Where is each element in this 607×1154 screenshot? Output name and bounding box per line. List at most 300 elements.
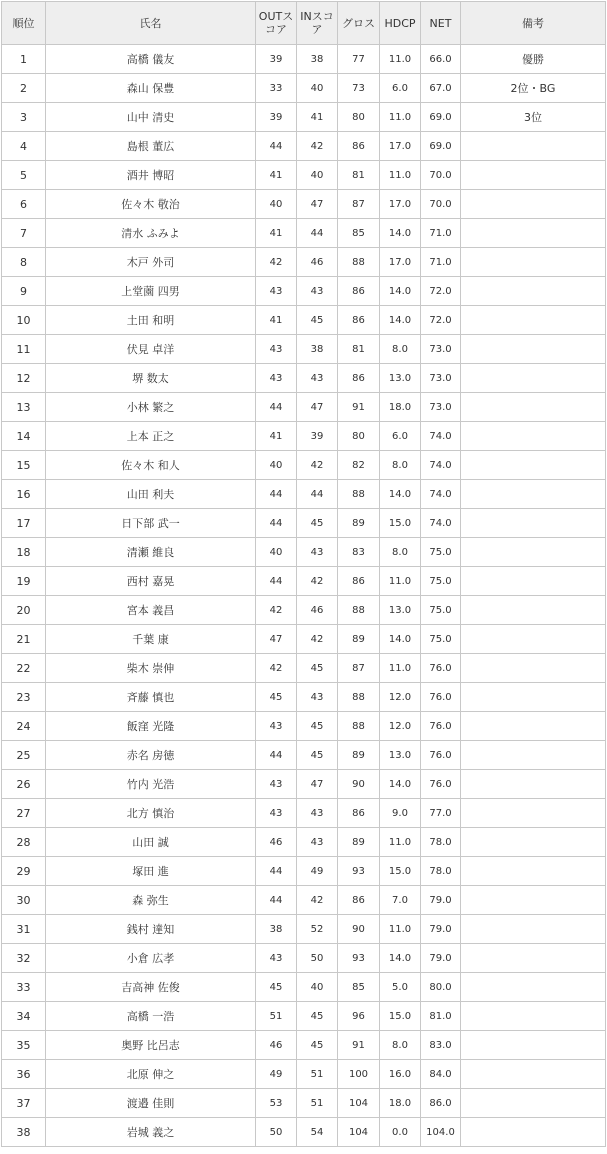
cell-rank: 30	[2, 886, 46, 915]
cell-name: 山田 誠	[46, 828, 256, 857]
cell-remarks	[461, 596, 606, 625]
cell-net: 72.0	[421, 277, 461, 306]
cell-in: 49	[297, 857, 338, 886]
cell-out: 51	[256, 1002, 297, 1031]
cell-out: 46	[256, 1031, 297, 1060]
cell-rank: 20	[2, 596, 46, 625]
cell-hdcp: 8.0	[380, 451, 421, 480]
cell-hdcp: 16.0	[380, 1060, 421, 1089]
cell-out: 39	[256, 103, 297, 132]
cell-rank: 24	[2, 712, 46, 741]
cell-out: 41	[256, 422, 297, 451]
cell-remarks: 優勝	[461, 45, 606, 74]
cell-name: 北方 慎治	[46, 799, 256, 828]
cell-name: 佐々木 敬治	[46, 190, 256, 219]
cell-in: 43	[297, 683, 338, 712]
header-out-score: OUTスコア	[256, 2, 297, 45]
cell-net: 76.0	[421, 654, 461, 683]
cell-in: 41	[297, 103, 338, 132]
cell-remarks	[461, 393, 606, 422]
table-row	[2, 828, 606, 857]
cell-rank: 8	[2, 248, 46, 277]
cell-hdcp: 8.0	[380, 335, 421, 364]
cell-name: 島根 董広	[46, 132, 256, 161]
cell-remarks	[461, 306, 606, 335]
cell-in: 45	[297, 306, 338, 335]
cell-remarks	[461, 770, 606, 799]
cell-net: 80.0	[421, 973, 461, 1002]
table-row	[2, 1118, 606, 1147]
cell-hdcp: 12.0	[380, 683, 421, 712]
cell-hdcp: 15.0	[380, 509, 421, 538]
cell-name: 清瀬 維良	[46, 538, 256, 567]
cell-in: 46	[297, 596, 338, 625]
cell-remarks	[461, 944, 606, 973]
cell-net: 69.0	[421, 132, 461, 161]
cell-in: 46	[297, 248, 338, 277]
cell-rank: 15	[2, 451, 46, 480]
table-row	[2, 509, 606, 538]
cell-name: 岩城 義之	[46, 1118, 256, 1147]
cell-rank: 9	[2, 277, 46, 306]
cell-name: 竹内 光浩	[46, 770, 256, 799]
cell-remarks	[461, 654, 606, 683]
cell-net: 75.0	[421, 567, 461, 596]
table-row	[2, 741, 606, 770]
cell-gross: 86	[338, 364, 380, 393]
table-header	[2, 2, 606, 45]
cell-remarks	[461, 480, 606, 509]
cell-gross: 86	[338, 567, 380, 596]
cell-in: 47	[297, 190, 338, 219]
cell-in: 39	[297, 422, 338, 451]
cell-out: 44	[256, 567, 297, 596]
cell-rank: 12	[2, 364, 46, 393]
cell-name: 吉高神 佐俊	[46, 973, 256, 1002]
cell-remarks	[461, 915, 606, 944]
cell-gross: 89	[338, 828, 380, 857]
cell-rank: 2	[2, 74, 46, 103]
table-row	[2, 45, 606, 74]
cell-name: 宮本 義昌	[46, 596, 256, 625]
cell-rank: 32	[2, 944, 46, 973]
cell-rank: 33	[2, 973, 46, 1002]
cell-hdcp: 11.0	[380, 654, 421, 683]
table-row	[2, 103, 606, 132]
cell-out: 43	[256, 712, 297, 741]
cell-net: 73.0	[421, 364, 461, 393]
cell-rank: 37	[2, 1089, 46, 1118]
cell-rank: 5	[2, 161, 46, 190]
cell-remarks	[461, 1002, 606, 1031]
cell-out: 42	[256, 596, 297, 625]
cell-remarks	[461, 451, 606, 480]
cell-remarks	[461, 683, 606, 712]
cell-rank: 6	[2, 190, 46, 219]
cell-in: 45	[297, 509, 338, 538]
cell-net: 79.0	[421, 886, 461, 915]
cell-name: 高橋 儀友	[46, 45, 256, 74]
cell-name: 赤名 房徳	[46, 741, 256, 770]
cell-net: 70.0	[421, 190, 461, 219]
cell-rank: 25	[2, 741, 46, 770]
cell-out: 41	[256, 161, 297, 190]
cell-hdcp: 9.0	[380, 799, 421, 828]
table-row	[2, 683, 606, 712]
cell-name: 飯窪 光隆	[46, 712, 256, 741]
cell-out: 44	[256, 509, 297, 538]
cell-net: 76.0	[421, 712, 461, 741]
table-row	[2, 1060, 606, 1089]
cell-gross: 90	[338, 770, 380, 799]
header-remarks: 備考	[461, 2, 606, 45]
cell-rank: 31	[2, 915, 46, 944]
cell-gross: 96	[338, 1002, 380, 1031]
cell-in: 43	[297, 538, 338, 567]
cell-remarks	[461, 132, 606, 161]
cell-name: 小林 繁之	[46, 393, 256, 422]
cell-name: 渡邉 佳則	[46, 1089, 256, 1118]
table-row	[2, 364, 606, 393]
cell-in: 45	[297, 654, 338, 683]
table-row	[2, 799, 606, 828]
cell-in: 42	[297, 451, 338, 480]
cell-rank: 18	[2, 538, 46, 567]
cell-hdcp: 14.0	[380, 480, 421, 509]
cell-gross: 93	[338, 944, 380, 973]
cell-name: 山田 利夫	[46, 480, 256, 509]
table-row	[2, 915, 606, 944]
cell-in: 38	[297, 45, 338, 74]
cell-hdcp: 11.0	[380, 45, 421, 74]
cell-hdcp: 13.0	[380, 364, 421, 393]
cell-net: 71.0	[421, 219, 461, 248]
table-row	[2, 886, 606, 915]
cell-gross: 86	[338, 886, 380, 915]
cell-gross: 104	[338, 1089, 380, 1118]
cell-out: 45	[256, 683, 297, 712]
cell-net: 77.0	[421, 799, 461, 828]
table-row	[2, 451, 606, 480]
cell-gross: 87	[338, 654, 380, 683]
cell-hdcp: 11.0	[380, 828, 421, 857]
cell-remarks	[461, 248, 606, 277]
header-name: 氏名	[46, 2, 256, 45]
cell-out: 44	[256, 857, 297, 886]
cell-in: 51	[297, 1089, 338, 1118]
cell-in: 40	[297, 161, 338, 190]
cell-out: 42	[256, 248, 297, 277]
table-row	[2, 1031, 606, 1060]
cell-gross: 77	[338, 45, 380, 74]
cell-in: 38	[297, 335, 338, 364]
table-row	[2, 973, 606, 1002]
cell-in: 45	[297, 712, 338, 741]
table-row	[2, 335, 606, 364]
cell-remarks	[461, 799, 606, 828]
cell-rank: 14	[2, 422, 46, 451]
cell-name: 木戸 外司	[46, 248, 256, 277]
cell-gross: 88	[338, 480, 380, 509]
cell-net: 76.0	[421, 770, 461, 799]
cell-out: 44	[256, 132, 297, 161]
table-row	[2, 596, 606, 625]
table-row	[2, 161, 606, 190]
cell-remarks	[461, 422, 606, 451]
cell-net: 76.0	[421, 741, 461, 770]
cell-out: 49	[256, 1060, 297, 1089]
cell-in: 43	[297, 828, 338, 857]
cell-hdcp: 12.0	[380, 712, 421, 741]
cell-gross: 88	[338, 712, 380, 741]
cell-rank: 7	[2, 219, 46, 248]
table-row	[2, 422, 606, 451]
cell-remarks	[461, 712, 606, 741]
cell-gross: 85	[338, 219, 380, 248]
cell-name: 酒井 博昭	[46, 161, 256, 190]
cell-net: 81.0	[421, 1002, 461, 1031]
cell-in: 47	[297, 393, 338, 422]
table-row	[2, 567, 606, 596]
cell-hdcp: 13.0	[380, 596, 421, 625]
cell-in: 47	[297, 770, 338, 799]
table-row	[2, 770, 606, 799]
cell-hdcp: 18.0	[380, 1089, 421, 1118]
cell-name: 土田 和明	[46, 306, 256, 335]
table-row	[2, 480, 606, 509]
cell-gross: 81	[338, 335, 380, 364]
cell-gross: 88	[338, 596, 380, 625]
cell-rank: 16	[2, 480, 46, 509]
cell-in: 42	[297, 567, 338, 596]
cell-hdcp: 11.0	[380, 567, 421, 596]
cell-gross: 86	[338, 132, 380, 161]
cell-net: 86.0	[421, 1089, 461, 1118]
table-row	[2, 538, 606, 567]
cell-in: 42	[297, 625, 338, 654]
cell-gross: 90	[338, 915, 380, 944]
cell-remarks	[461, 625, 606, 654]
cell-out: 41	[256, 306, 297, 335]
cell-remarks	[461, 973, 606, 1002]
cell-gross: 88	[338, 683, 380, 712]
cell-name: 山中 清史	[46, 103, 256, 132]
cell-in: 44	[297, 219, 338, 248]
cell-gross: 93	[338, 857, 380, 886]
cell-name: 西村 嘉晃	[46, 567, 256, 596]
cell-gross: 89	[338, 509, 380, 538]
cell-in: 54	[297, 1118, 338, 1147]
cell-in: 43	[297, 799, 338, 828]
cell-net: 72.0	[421, 306, 461, 335]
cell-gross: 104	[338, 1118, 380, 1147]
cell-remarks	[461, 1089, 606, 1118]
cell-net: 73.0	[421, 335, 461, 364]
table-row	[2, 248, 606, 277]
cell-name: 千葉 康	[46, 625, 256, 654]
cell-remarks	[461, 364, 606, 393]
cell-rank: 35	[2, 1031, 46, 1060]
cell-rank: 11	[2, 335, 46, 364]
cell-rank: 28	[2, 828, 46, 857]
table-row	[2, 654, 606, 683]
cell-rank: 19	[2, 567, 46, 596]
cell-rank: 27	[2, 799, 46, 828]
header-hdcp: HDCP	[380, 2, 421, 45]
table-row	[2, 190, 606, 219]
cell-net: 104.0	[421, 1118, 461, 1147]
cell-name: 上本 正之	[46, 422, 256, 451]
cell-hdcp: 14.0	[380, 306, 421, 335]
cell-out: 38	[256, 915, 297, 944]
cell-out: 43	[256, 335, 297, 364]
table-row	[2, 132, 606, 161]
table-row	[2, 625, 606, 654]
cell-net: 71.0	[421, 248, 461, 277]
cell-net: 74.0	[421, 422, 461, 451]
cell-remarks	[461, 886, 606, 915]
cell-hdcp: 14.0	[380, 277, 421, 306]
cell-hdcp: 18.0	[380, 393, 421, 422]
cell-rank: 22	[2, 654, 46, 683]
cell-net: 79.0	[421, 915, 461, 944]
cell-name: 高橋 一浩	[46, 1002, 256, 1031]
cell-out: 46	[256, 828, 297, 857]
cell-out: 40	[256, 190, 297, 219]
table-row	[2, 944, 606, 973]
cell-in: 44	[297, 480, 338, 509]
cell-remarks	[461, 1031, 606, 1060]
cell-remarks	[461, 567, 606, 596]
cell-name: 日下部 武一	[46, 509, 256, 538]
cell-net: 74.0	[421, 509, 461, 538]
cell-rank: 21	[2, 625, 46, 654]
cell-in: 45	[297, 741, 338, 770]
cell-net: 69.0	[421, 103, 461, 132]
cell-gross: 80	[338, 103, 380, 132]
cell-in: 40	[297, 973, 338, 1002]
cell-gross: 83	[338, 538, 380, 567]
cell-out: 40	[256, 451, 297, 480]
cell-net: 70.0	[421, 161, 461, 190]
cell-net: 75.0	[421, 538, 461, 567]
cell-name: 柴木 崇伸	[46, 654, 256, 683]
cell-in: 45	[297, 1031, 338, 1060]
cell-hdcp: 11.0	[380, 161, 421, 190]
cell-in: 51	[297, 1060, 338, 1089]
cell-hdcp: 5.0	[380, 973, 421, 1002]
cell-in: 43	[297, 364, 338, 393]
cell-name: 上堂薗 四男	[46, 277, 256, 306]
cell-in: 50	[297, 944, 338, 973]
cell-in: 40	[297, 74, 338, 103]
cell-hdcp: 8.0	[380, 1031, 421, 1060]
cell-remarks	[461, 538, 606, 567]
cell-remarks	[461, 190, 606, 219]
cell-rank: 38	[2, 1118, 46, 1147]
cell-hdcp: 7.0	[380, 886, 421, 915]
cell-net: 84.0	[421, 1060, 461, 1089]
cell-remarks	[461, 219, 606, 248]
cell-hdcp: 6.0	[380, 74, 421, 103]
cell-out: 53	[256, 1089, 297, 1118]
cell-in: 42	[297, 886, 338, 915]
cell-name: 清水 ふみよ	[46, 219, 256, 248]
cell-name: 伏見 卓洋	[46, 335, 256, 364]
cell-rank: 1	[2, 45, 46, 74]
cell-name: 佐々木 和人	[46, 451, 256, 480]
cell-out: 44	[256, 480, 297, 509]
cell-hdcp: 17.0	[380, 248, 421, 277]
cell-remarks	[461, 1060, 606, 1089]
cell-in: 52	[297, 915, 338, 944]
cell-rank: 23	[2, 683, 46, 712]
cell-gross: 86	[338, 799, 380, 828]
cell-gross: 100	[338, 1060, 380, 1089]
cell-net: 74.0	[421, 480, 461, 509]
cell-gross: 85	[338, 973, 380, 1002]
header-row	[2, 2, 606, 45]
cell-name: 小倉 広孝	[46, 944, 256, 973]
cell-rank: 10	[2, 306, 46, 335]
cell-rank: 26	[2, 770, 46, 799]
cell-net: 74.0	[421, 451, 461, 480]
cell-net: 66.0	[421, 45, 461, 74]
cell-net: 78.0	[421, 857, 461, 886]
cell-out: 33	[256, 74, 297, 103]
cell-gross: 89	[338, 741, 380, 770]
cell-gross: 82	[338, 451, 380, 480]
header-rank: 順位	[2, 2, 46, 45]
cell-gross: 73	[338, 74, 380, 103]
cell-remarks	[461, 828, 606, 857]
cell-remarks	[461, 509, 606, 538]
cell-net: 78.0	[421, 828, 461, 857]
cell-rank: 13	[2, 393, 46, 422]
cell-remarks: 3位	[461, 103, 606, 132]
cell-hdcp: 6.0	[380, 422, 421, 451]
cell-remarks	[461, 161, 606, 190]
table-body	[2, 45, 606, 1147]
cell-gross: 89	[338, 625, 380, 654]
table-row	[2, 712, 606, 741]
cell-out: 50	[256, 1118, 297, 1147]
cell-name: 森 弥生	[46, 886, 256, 915]
cell-rank: 36	[2, 1060, 46, 1089]
cell-out: 40	[256, 538, 297, 567]
cell-hdcp: 13.0	[380, 741, 421, 770]
cell-in: 45	[297, 1002, 338, 1031]
results-table	[1, 1, 606, 1147]
cell-name: 斉藤 慎也	[46, 683, 256, 712]
cell-rank: 29	[2, 857, 46, 886]
table-row	[2, 74, 606, 103]
cell-remarks	[461, 741, 606, 770]
cell-out: 41	[256, 219, 297, 248]
cell-remarks	[461, 277, 606, 306]
table-row	[2, 277, 606, 306]
cell-out: 44	[256, 741, 297, 770]
cell-in: 43	[297, 277, 338, 306]
cell-in: 42	[297, 132, 338, 161]
cell-hdcp: 14.0	[380, 770, 421, 799]
cell-remarks: 2位・BG	[461, 74, 606, 103]
cell-net: 79.0	[421, 944, 461, 973]
cell-rank: 3	[2, 103, 46, 132]
cell-hdcp: 14.0	[380, 944, 421, 973]
cell-out: 44	[256, 886, 297, 915]
cell-hdcp: 11.0	[380, 103, 421, 132]
